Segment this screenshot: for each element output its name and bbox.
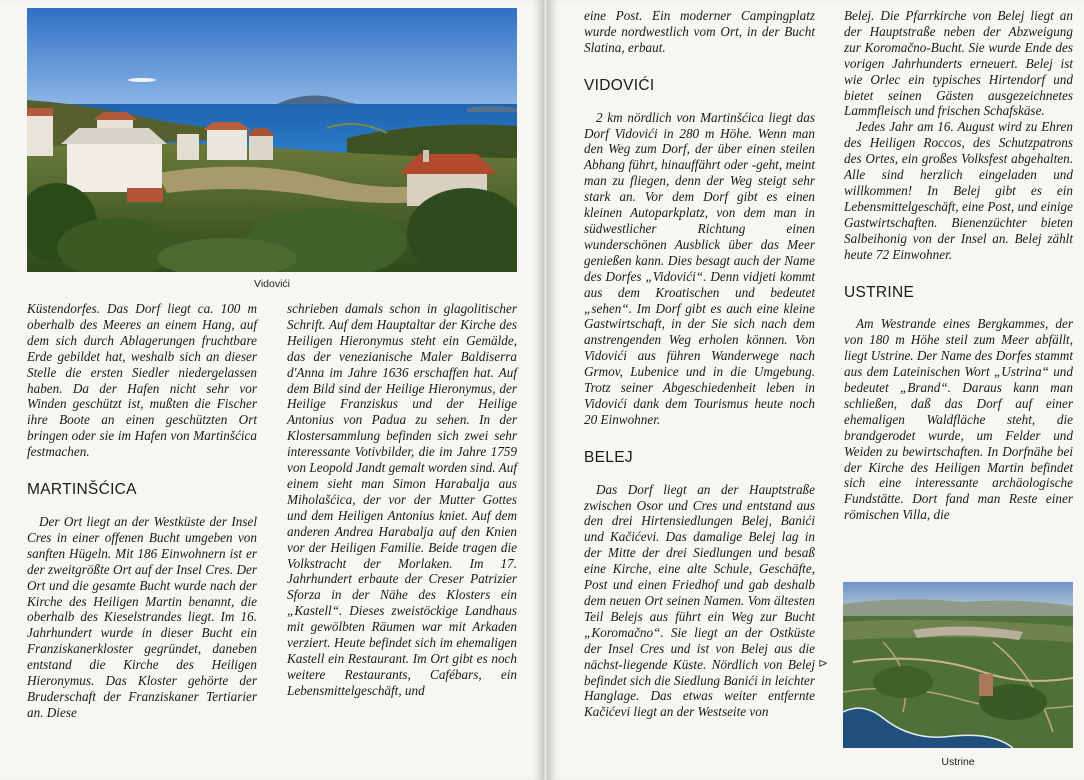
heading-martinscica: MARTINŠĆICA xyxy=(27,481,137,499)
paragraph-pfarrkirche: Belej. Die Pfarrkirche von Belej liegt an der Hauptstraße neben der Abzweigung zur Koromačno-Bucht. Sie wurde Ende des vorigen Jahrhunderts erneuert. Belej ist wie Orlec ein typisches Hirtendorf und bietet seinen Gästen ausgezeichnetes Lammfleisch und frischen Schafskäse. xyxy=(844,8,1073,119)
paragraph-vidovici: 2 km nördlich von Martinšćica liegt das Dorf Vidovići in 280 m Höhe. Wenn man den Weg zum Dorf, der über einen steilen Abhang führt, hinauffährt oder -geht, meint man zu fliegen, denn der Weg steigt sehr stark an. Vor dem Dorf gibt es einen kleinen Autoparkplatz, von dem man in südwestlicher Richtung einen wunderschönen Ausblick über das Meer genießen kann. Dies besagt auch der Name des Dorfes „Vidovići“. Denn vidjeti kommt aus dem Kroatischen und bedeutet „sehen“. Im Dorf gibt es auch eine kleine Gastwirtschaft, in der Sie sich nach dem anstrengenden Weg erholen können. Von Vidovići aus führen Wanderwege nach Grmov, Lubenice und in die Umgebung. Trotz seiner Abgeschiedenheit leben in Vidovići dank dem Tourismus heute noch 20 Einwohner. xyxy=(584,109,815,427)
vidovici-photo-caption: Vidovići xyxy=(254,278,290,290)
right-page-column-2 xyxy=(844,8,1073,523)
right-page xyxy=(548,0,1084,780)
heading-vidovici: VIDOVIĆI xyxy=(584,76,655,94)
ustrine-aerial-illustration xyxy=(843,582,1073,748)
heading-belej: BELEJ xyxy=(584,448,633,466)
vidovici-landscape-illustration xyxy=(27,8,517,272)
ustrine-photo-caption: Ustrine xyxy=(941,756,975,768)
paragraph-ustrine: Am Westrande eines Bergkammes, der von 180 m Höhe steil zum Meer abfällt, liegt Ustrine. Der Name des Dorfes stammt aus dem Lateinischen Wort „Ustrina“ und bedeutet „Brand“. Daraus kann man schließen, daß das Dorf auf einer ehemaligen Waldfläche steht, die brandgerodet wurde, um Felder und Weiden zu bewirtschaften. In Dorfnähe bei der Kirche des Heiligen Martin befindet sich eine interessante archäologische Fundstätte. Dort fand man Reste einer römischen Villa, die xyxy=(844,316,1073,523)
margin-pencil-mark: ⊳ xyxy=(818,656,829,670)
paragraph-campingplatz: eine Post. Ein moderner Campingplatz wurde nordwestlich vom Ort, in der Bucht Slatina, erbaut. xyxy=(584,8,815,55)
heading-ustrine: USTRINE xyxy=(844,283,915,301)
paragraph-belej: Das Dorf liegt an der Hauptstraße zwischen Osor und Cres und entstand aus den drei Hirtensiedlungen Belej, Banići und Kačićevi. Das damalige Belej lag in der Mitte der drei Siedlungen und besaß eine Kirche, eine alte Schule, Geschäfte, Post und einen Friedhof und gab deshalb dem neuen Ort seinen Namen. Vom ältesten Teil Belejs aus führt ein Weg zur Bucht „Koromačno“. Sie liegt an der Ostküste der Insel Cres und ist von Belej aus die nächst-liegende Küste. Nördlich von Belej befindet sich die Siedlung Banići in leichter Hanglage. Das etwas weiter entfernte Kačićevi liegt an der Westseite von xyxy=(584,481,815,720)
paragraph-volksfest: Jedes Jahr am 16. August wird zu Ehren des Heiligen Roccos, des Schutzpatrons des Ortes, ein großes Volksfest abgehalten. Alle sind herzlich eingeladen und willkommen! In Belej gibt es ein Lebensmittelgeschäft, eine Post, und einige Gastwirtschaften. Bienenzüchter bieten Salbeihonig von der Insel an. Belej zählt heute 72 Einwohner. xyxy=(844,119,1073,262)
ustrine-photo xyxy=(843,582,1073,748)
paragraph-kuestendorf: Küstendorfes. Das Dorf liegt ca. 100 m oberhalb des Meeres an einem Hang, auf dem sich durch Ablagerungen fruchtbare Erde gebildet hat, weshalb sich an dieser Stelle die ersten Siedler niedergelassen haben. Da der Hafen nicht sehr vor Winden geschützt ist, mußten die Fischer ihre Boote an einen geschützten Ort bringen oder sie im Hafen von Martinšćica festmachen. xyxy=(27,301,257,460)
left-page-column-2 xyxy=(287,301,517,699)
left-page-column-1 xyxy=(27,301,257,721)
right-page-column-1 xyxy=(584,8,815,720)
paragraph-kloster: schrieben damals schon in glagolitischer Schrift. Auf dem Hauptaltar der Kirche des Heiligen Hieronymus steht ein Gemälde, das der venezianische Maler Baldiserra d'Anna im Jahre 1636 erschaffen hat. Auf dem Bild sind der Heilige Hieronymus, der Heilige Franziskus und der Heilige Antonius von Padua zu sehen. In der Klostersammlung befinden sich zwei sehr interessante Votivbilder, die im Jahre 1759 von Leopold Jandt gemalt worden sind. Auf einem sieht man Simon Harabalja aus Miholašćica, der vor der Mutter Gottes und dem Heiligen Antonius kniet. Auf dem anderen Andrea Harabalja auf den Knien vor der Heiligen Familie. Beide tragen die Volkstracht der Morlaken. Im 17. Jahrhundert erbaute der Creser Patrizier Sforza in der Nähe des Klosters ein „Kastell“. Dieses zweistöckige Landhaus mit gewölbten Räumen war mit Arkaden verziert. Heute befindet sich im ehemaligen Kastell ein Restaurant. Im Ort gibt es noch weitere Restaurants, Cafébars, ein Lebensmittelgeschäft, und xyxy=(287,301,517,698)
vidovici-photo xyxy=(27,8,517,272)
paragraph-martinscica: Der Ort liegt an der Westküste der Insel Cres in einer offenen Bucht umgeben von sanften Hügeln. Mit 186 Einwohnern ist er der zweitgrößte Ort auf der Insel Cres. Der Ort und die gesamte Bucht wurde nach der Kirche des Heiligen Martin benannt, die oberhalb des Kieselstrandes liegt. Im 16. Jahrhundert wurde in dieser Bucht ein Franziskanerkloster gegründet, daneben entstand die Kirche des Heiligen Hieronymus. Das Kloster gehörte der Bruderschaft der Franziskaner Tertiarier an. Diese xyxy=(27,513,257,720)
